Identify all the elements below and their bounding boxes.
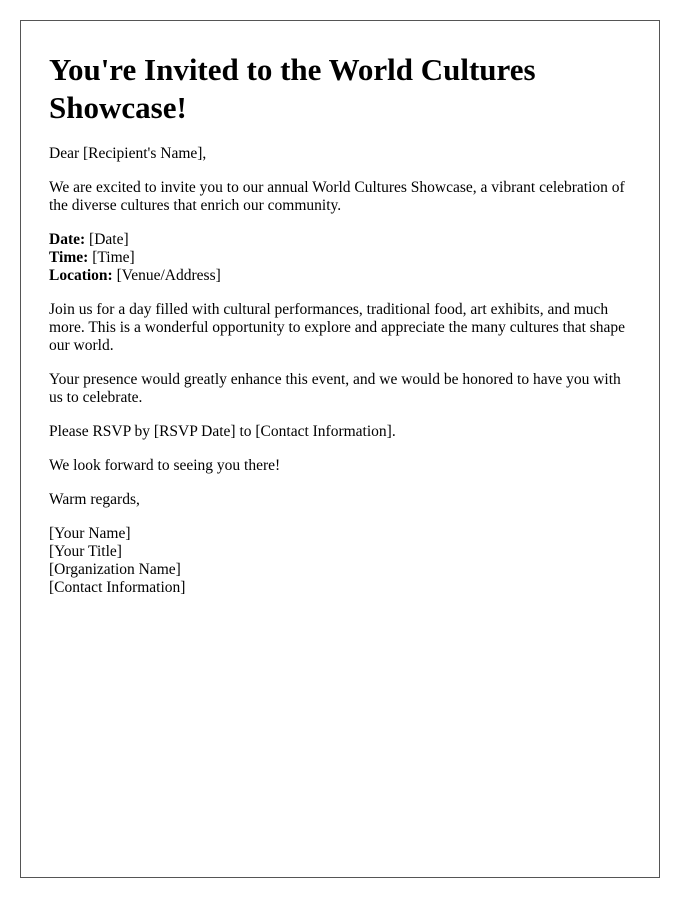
time-label: Time: [49,249,89,266]
sign-off: Warm regards, [49,491,140,508]
signature-block [49,525,631,597]
date-label: Date: [49,231,86,248]
body-paragraph-presence: Your presence would greatly enhance this event, and we would be honored to have you with us to celebrate. [49,371,621,406]
location-label: Location: [49,267,113,284]
signature-organization: [Organization Name] [49,561,181,578]
time-line [49,249,631,267]
signature-name: [Your Name] [49,525,131,542]
signature-contact: [Contact Information] [49,579,186,596]
date-value: [Date] [85,231,129,248]
location-line [49,267,631,285]
body-paragraph-activities: Join us for a day filled with cultural performances, traditional food, art exhibits, and much more. This is a wonderful opportunity to explore and appreciate the many cultures that shape our world. [49,301,626,354]
invitation-letter [20,20,660,878]
closing-line: We look forward to seeing you there! [49,457,281,474]
letter-title: You're Invited to the World Cultures Showcase! [49,52,536,125]
location-value: [Venue/Address] [112,267,221,284]
rsvp-paragraph: Please RSVP by [RSVP Date] to [Contact Information]. [49,423,396,440]
salutation: Dear [Recipient's Name], [49,145,207,162]
time-value: [Time] [88,249,135,266]
date-line [49,231,631,249]
event-details [49,231,631,285]
intro-paragraph: We are excited to invite you to our annual World Cultures Showcase, a vibrant celebration of the diverse cultures that enrich our community. [49,179,625,214]
signature-title: [Your Title] [49,543,122,560]
